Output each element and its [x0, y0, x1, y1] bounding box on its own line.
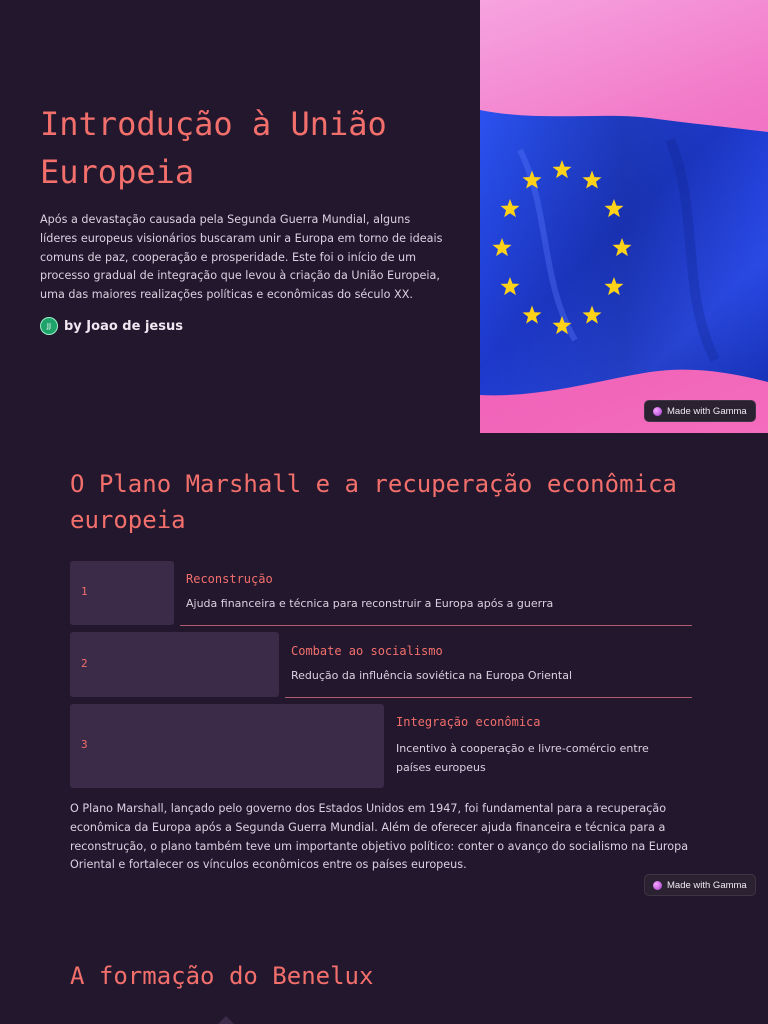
slide-body-text: O Plano Marshall, lançado pelo governo dos Estados Unidos em 1947, foi fundamental para a recuperação econômica da Europa após a Segunda Guerra Mundial. Além de oferecer ajuda financeira e técnica para a reconstrução, o plano também teve um importante objetivo político: conter o avanço do socialismo na Europa Oriental e fortalecer os vínculos econômicos entre os países europeus.	[70, 802, 689, 872]
badge-label: Made with Gamma	[667, 879, 747, 891]
step-number: 3	[81, 738, 88, 751]
badge-label: Made with Gamma	[667, 405, 747, 417]
eu-flag-icon	[480, 0, 768, 433]
slide-body-text: Após a devastação causada pela Segunda Guerra Mundial, alguns líderes europeus visionários buscaram unir a Europa em torno de ideais comuns de paz, cooperação e prosperidade. Este foi o início de um processo gradual de integração que levou à criação da União Europeia, uma das maiores realizações políticas e econômicas do século XX.	[40, 213, 443, 302]
divider	[180, 625, 692, 626]
divider	[285, 697, 692, 698]
step-title: Reconstrução	[186, 572, 273, 586]
author-name: by Joao de jesus	[64, 318, 183, 334]
timeline-marker	[218, 1016, 234, 1024]
gamma-logo-icon	[653, 881, 662, 890]
step-box	[70, 704, 384, 788]
hero-image	[480, 0, 768, 433]
step-number: 1	[81, 585, 88, 598]
slide-title: A formação do Benelux	[70, 962, 374, 990]
step-number: 2	[81, 657, 88, 670]
step-description: Redução da influência soviética na Europa Oriental	[291, 669, 573, 682]
slide-title: Introdução à União Europeia	[40, 105, 387, 191]
step-title: Combate ao socialismo	[291, 644, 443, 658]
step-title: Integração econômica	[396, 715, 541, 729]
author	[40, 317, 183, 335]
made-with-gamma-badge[interactable]	[644, 400, 756, 422]
slide-intro	[0, 0, 768, 433]
gamma-logo-icon	[653, 407, 662, 416]
avatar: JJ	[40, 317, 58, 335]
step-box	[70, 632, 279, 697]
slide-title: O Plano Marshall e a recuperação econômica europeia	[70, 470, 677, 534]
step-description: Incentivo à cooperação e livre-comércio entre países europeus	[396, 742, 649, 774]
step-description: Ajuda financeira e técnica para reconstruir a Europa após a guerra	[186, 597, 554, 610]
made-with-gamma-badge[interactable]	[644, 874, 756, 896]
